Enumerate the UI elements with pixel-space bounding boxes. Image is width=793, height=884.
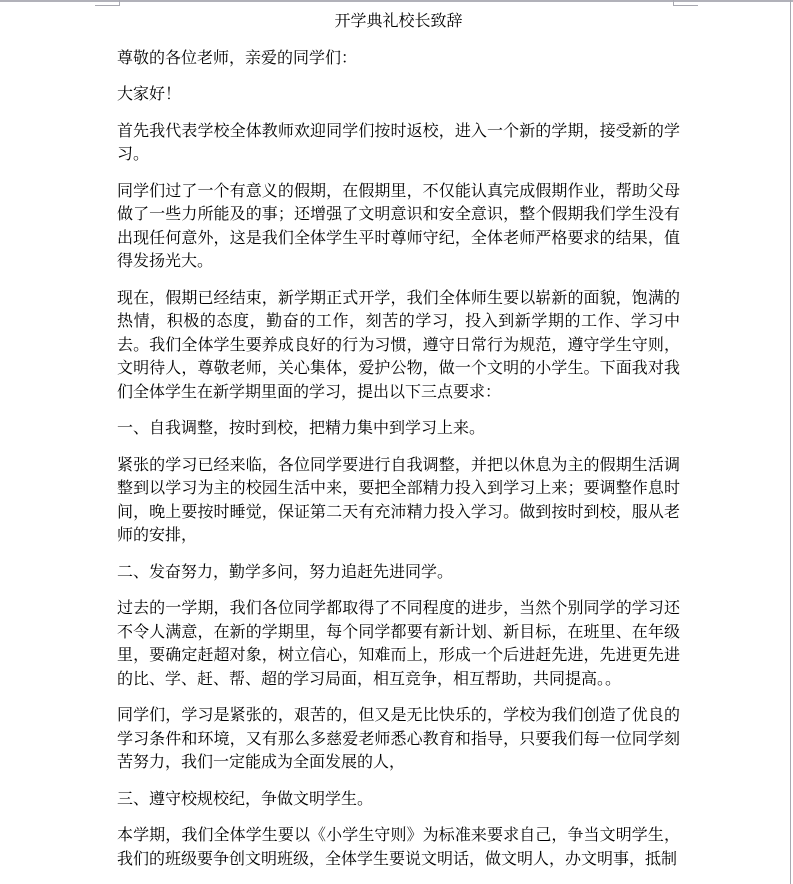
text-boundary-mark-top-right [673,0,698,6]
paragraph: 一、自我调整，按时到校，把精力集中到学习上来。 [117,418,486,437]
paragraph: 同学们，学习是紧张的，艰苦的，但又是无比快乐的，学校为我们创造了优良的学习条件和环境，又有那么多慈爱老师悉心教育和指导，只要我们每一位同学刻苦努力，我们一定能成为全面发展的人， [117,705,680,771]
document-title: 开学典礼校长致辞 [334,11,463,30]
paragraph: 过去的一学期，我们各位同学都取得了不同程度的进步，当然个别同学的学习还不令人满意，在新的学期里，每个同学都要有新计划、新目标，在班里、在年级里，要确定赶超对象，树立信心，知难而上，形成一个后进赶先进，先进更先进的比、学、赶、帮、超的学习局面，相互竞争，相互帮助，共同提高。。 [117,598,680,688]
paragraph: 现在，假期已经结束，新学期正式开学，我们全体师生要以崭新的面貌，饱满的热情，积极的态度，勤奋的工作，刻苦的学习，投入到新学期的工作、学习中去。我们全体学生要养成良好的行为习惯，遵守日常行为规范，遵守学生守则，文明待人，尊敬老师，关心集体，爱护公物，做一个文明的小学生。下面我对我们全体学生在新学期里面的学习，提出以下三点要求： [117,287,680,401]
paragraph: 大家好！ [117,84,182,103]
paragraph: 紧张的学习已经来临，各位同学要进行自我调整，并把以休息为主的假期生活调整到以学习为主的校园生活中来，要把全部精力投入到学习上来；要调整作息时间，晚上要按时睡觉，保证第二天有充沛精力投入学习。做到按时到校，服从老师的安排， [117,454,680,544]
paragraph: 本学期，我们全体学生要以《小学生守则》为标准来要求自己，争当文明学生，我们的班级要争创文明班级，全体学生要说文明话，做文明人，办文明事，抵制 [117,825,680,868]
text-boundary-mark-top-left [95,0,120,6]
paragraph: 二、发奋努力，勤学多问，努力追赶先进同学。 [117,561,454,581]
paragraph: 首先我代表学校全体教师欢迎同学们按时返校，进入一个新的学期，接受新的学习。 [117,120,680,163]
paragraph: 同学们过了一个有意义的假期，在假期里，不仅能认真完成假期作业，帮助父母做了一些力所能及的事；还增强了文明意识和安全意识，整个假期我们学生没有出现任何意外，这是我们全体学生平时尊师守纪，全体老师严格要求的结果，值得发扬光大。 [117,180,680,270]
paragraph: 尊敬的各位老师，亲爱的同学们： [117,47,358,67]
paragraph: 三、遵守校规校纪，争做文明学生。 [117,788,374,808]
page-right-border [790,0,791,884]
document-body [117,9,680,883]
paragraph-list [117,46,680,871]
